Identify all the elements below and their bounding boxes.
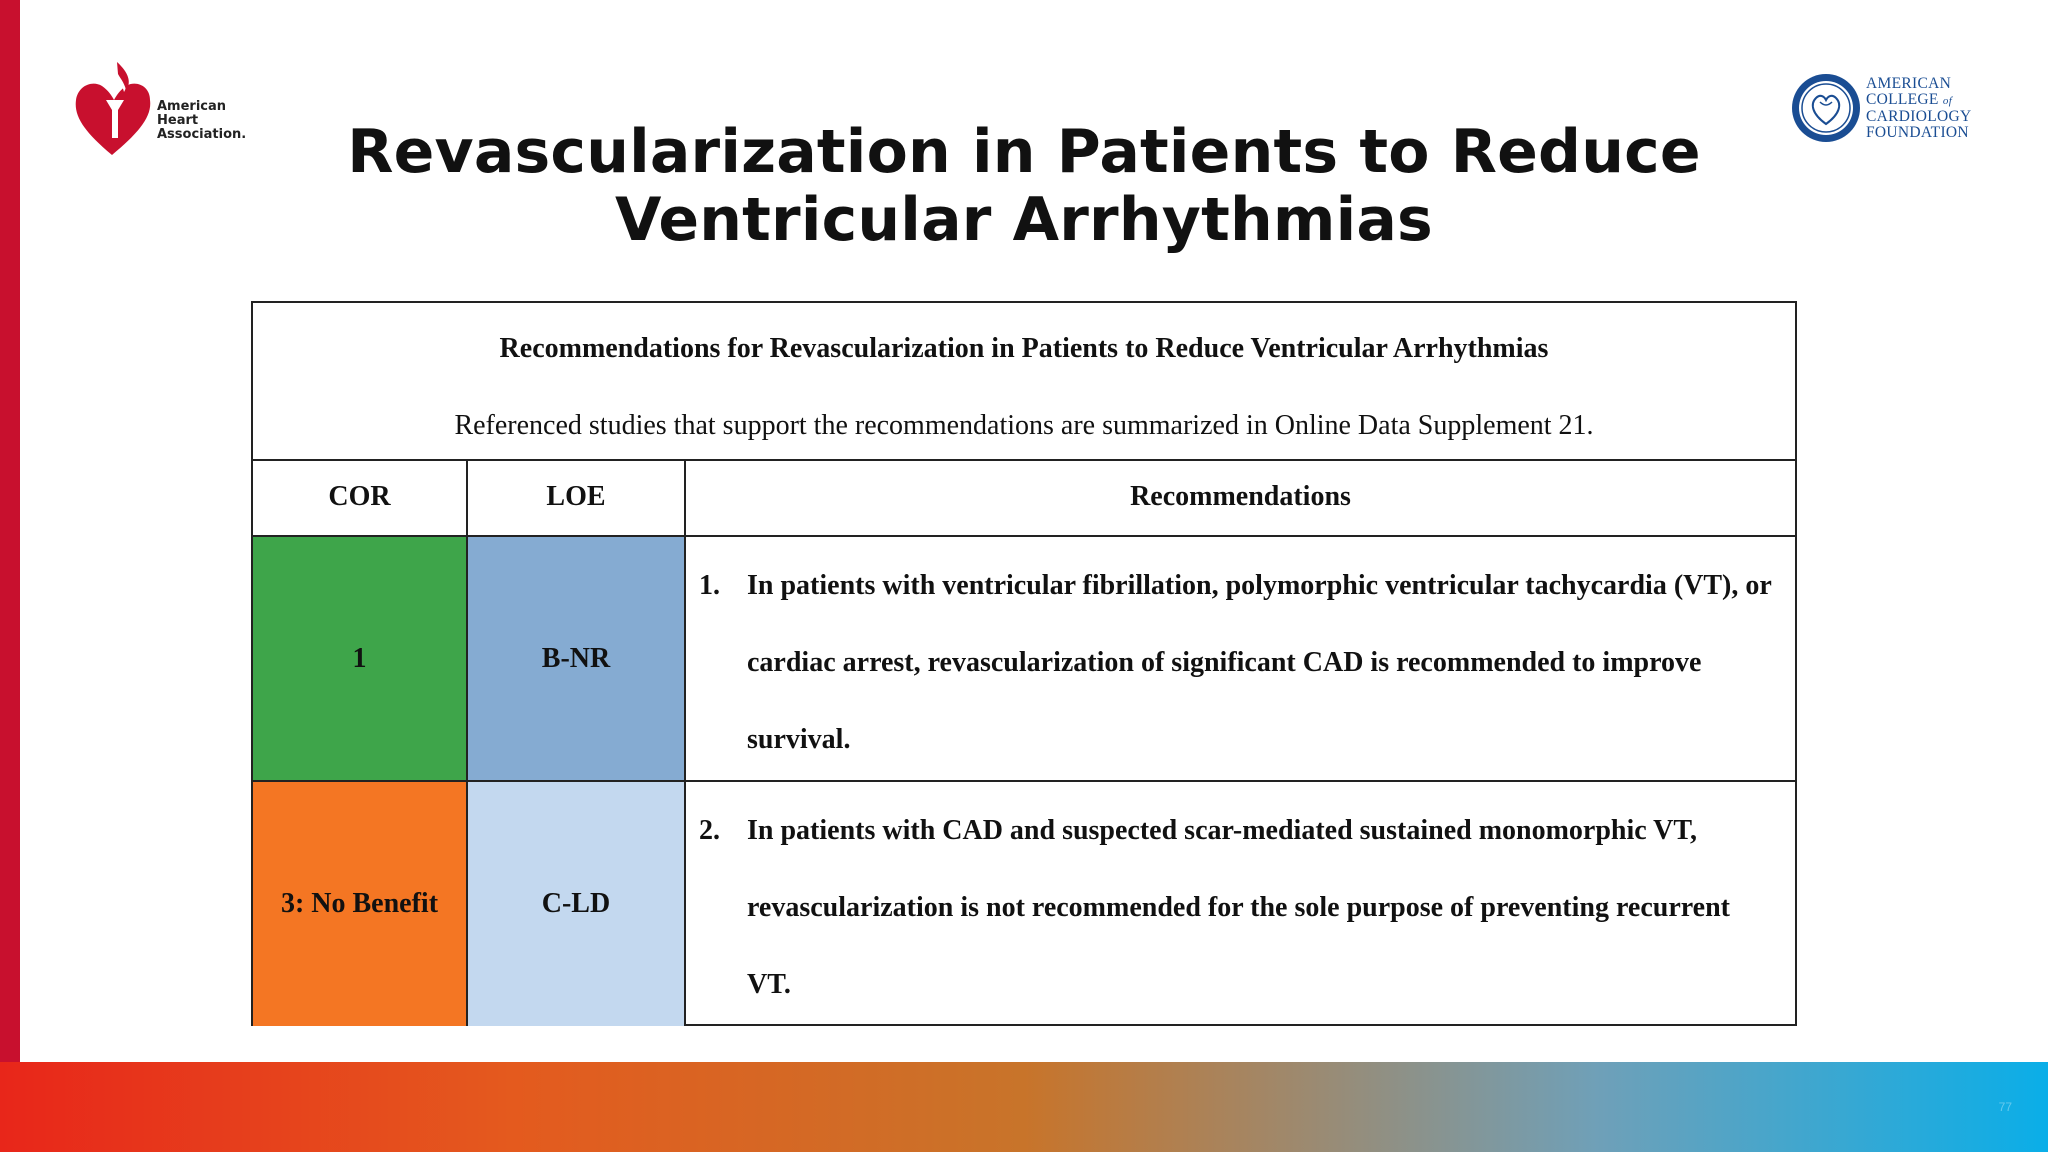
table-row — [253, 537, 1795, 782]
column-header-cor: COR — [253, 459, 468, 535]
acc-wordmark: AMERICAN COLLEGE of CARDIOLOGY FOUNDATION — [1866, 75, 1972, 141]
recommendations-table — [251, 301, 1797, 1026]
recommendation-text: In patients with ventricular fibrillation, polymorphic ventricular tachycardia (VT), or cardiac arrest, revascularization of significant CAD is recommended to improve survival. — [747, 570, 1772, 755]
slide-title: Revascularization in Patients to Reduce Ventricular Arrhythmias — [347, 117, 1701, 255]
table-subtitle: Referenced studies that support the recommendations are summarized in Online Data Supplement 21. — [454, 410, 1594, 441]
left-accent-bar — [0, 0, 20, 1062]
column-header-loe: LOE — [468, 459, 686, 535]
recommendation-cell — [689, 782, 1795, 1026]
cor-cell: 1 — [253, 537, 468, 780]
table-title: Recommendations for Revascularization in Patients to Reduce Ventricular Arrhythmias — [499, 333, 1549, 364]
cor-cell: 3: No Benefit — [253, 782, 468, 1026]
recommendation-number: 2. — [699, 815, 720, 846]
footer-gradient-band — [0, 1062, 2048, 1152]
aha-wordmark: American Heart Association. — [157, 99, 247, 142]
table-header — [253, 303, 1795, 461]
column-header-row — [253, 459, 1795, 537]
recommendation-text: In patients with CAD and suspected scar-mediated sustained monomorphic VT, revascularization is not recommended for the sole purpose of preventing recurrent VT. — [747, 815, 1730, 1000]
slide-number: 77 — [1998, 1100, 2012, 1114]
loe-cell: B-NR — [468, 537, 686, 780]
loe-cell: C-LD — [468, 782, 686, 1026]
column-header-recommendations: Recommendations — [1130, 481, 1351, 512]
recommendation-cell — [689, 537, 1795, 780]
table-row — [253, 782, 1795, 1026]
recommendation-number: 1. — [699, 570, 720, 601]
